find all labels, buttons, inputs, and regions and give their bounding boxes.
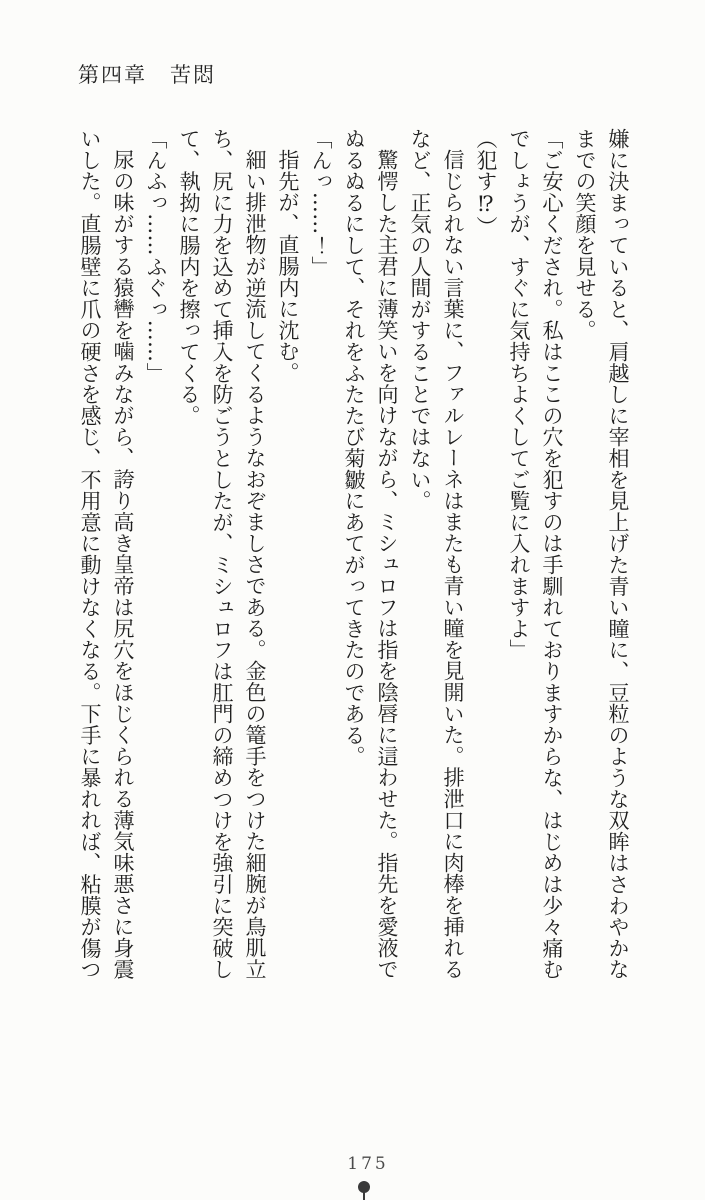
text-line: 「んっ……！」 bbox=[309, 128, 333, 278]
text-line: （犯す⁉） bbox=[474, 128, 498, 238]
text-line: ぬるぬるにして、それをふたたび菊皺にあてがってきたのである。 bbox=[342, 128, 366, 767]
text-line: ち、尻に力を込めて挿入を防ごうとしたが、ミシュロフは肛門の締めつけを強引に突破し bbox=[210, 128, 234, 980]
text-line: など、正気の人間がすることではない。 bbox=[408, 128, 432, 512]
text-line: でしょうが、すぐに気持ちよくしてご覧に入れますよ」 bbox=[507, 128, 531, 661]
text-line: て、執拗に腸内を擦ってくる。 bbox=[177, 128, 201, 427]
text-line: 驚愕した主君に薄笑いを向けながら、ミシュロフは指を陰唇に這わせた。指先を愛液で bbox=[375, 149, 399, 980]
binding-mark-stem bbox=[363, 1191, 365, 1200]
text-line: 「ご安心くだされ。私はここの穴を犯すのは手馴れておりますからな、はじめは少々痛む bbox=[540, 128, 564, 980]
chapter-header: 第四章 苦悶 bbox=[78, 63, 216, 87]
text-line: いした。直腸壁に爪の硬さを感じ、不用意に動けなくなる。下手に暴れれば、粘膜が傷つ bbox=[78, 128, 102, 980]
text-columns bbox=[73, 128, 634, 990]
text-line: 「んふっ……ふぐっ……」 bbox=[144, 128, 168, 384]
text-line: 尿の味がする猿轡を噛みながら、誇り高き皇帝は尻穴をほじくられる薄気味悪さに身震 bbox=[111, 149, 135, 980]
text-line: までの笑顔を見せる。 bbox=[573, 128, 597, 341]
text-line: 嫌に決まっていると、肩越しに宰相を見上げた青い瞳に、豆粒のような双眸はさわやかな bbox=[606, 128, 630, 980]
text-line: 信じられない言葉に、ファルレーネはまたも青い瞳を見開いた。排泄口に肉棒を挿れる bbox=[441, 149, 465, 980]
page-number: 175 bbox=[347, 1154, 389, 1174]
text-line: 指先が、直腸内に沈む。 bbox=[276, 149, 300, 384]
text-line: 細い排泄物が逆流してくるようなおぞましさである。金色の篭手をつけた細腕が鳥肌立 bbox=[243, 149, 267, 980]
